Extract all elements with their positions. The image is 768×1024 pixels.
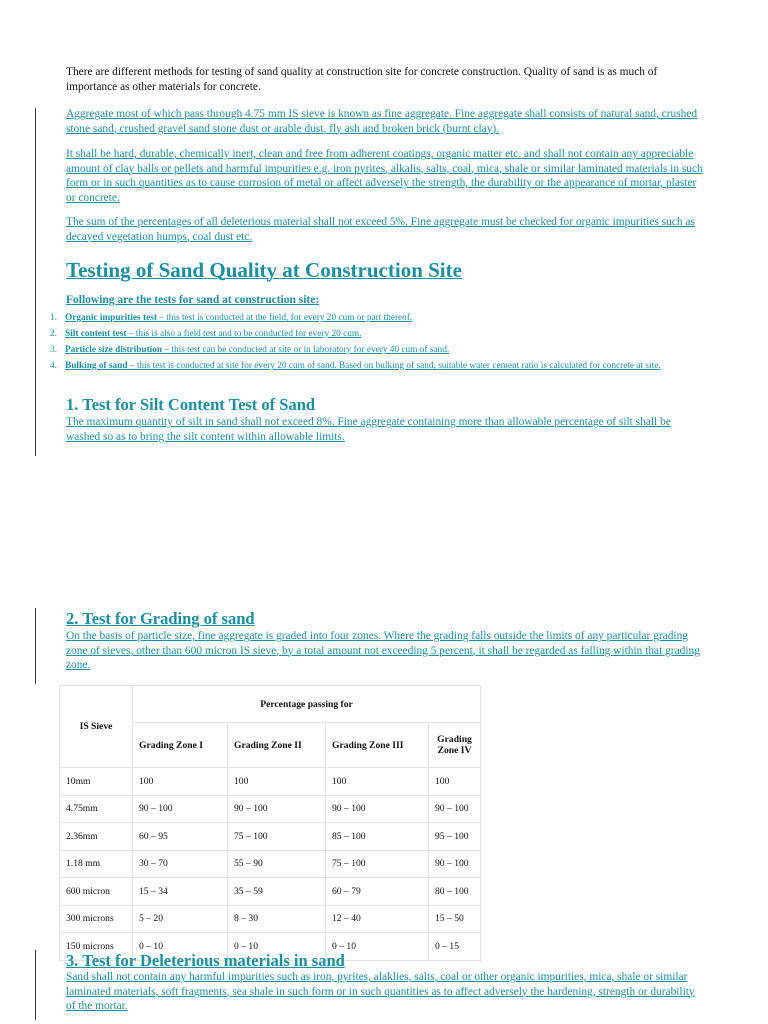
silt-test-paragraph[interactable]: The maximum quantity of silt in sand shall not exceed 8%. Fine aggregate containing more than allowable percentage of silt shall be washed so as to bring the silt content within allowable limits. — [66, 416, 671, 443]
intro-paragraph: There are different methods for testing of sand quality at construction site for concrete construction. Quality of sand is as much of importance as other materials for concrete. — [66, 66, 658, 93]
silt-test-heading: 1. Test for Silt Content Test of Sand — [66, 395, 316, 414]
sieve-cell: 4.75mm — [60, 795, 133, 823]
table-cell: 60 – 95 — [133, 823, 228, 851]
sieve-header: IS Sieve — [60, 686, 133, 768]
table-cell: 100 — [228, 768, 326, 796]
grading-table — [59, 685, 481, 961]
table-row — [60, 795, 481, 823]
table-cell: 0 – 15 — [429, 933, 481, 961]
deleterious-test-heading[interactable]: 3. Test for Deleterious materials in sand — [66, 951, 345, 970]
test-description: – this test is conducted at the field, for every 20 cum or part thereof. — [156, 313, 413, 323]
list-number: 3. — [50, 345, 57, 355]
table-cell: 85 – 100 — [326, 823, 429, 851]
margin-marker — [35, 108, 36, 456]
test-name: Bulking of sand — [65, 361, 128, 371]
tests-list — [40, 312, 712, 376]
zone-header: Grading Zone III — [326, 723, 429, 768]
table-cell: 100 — [326, 768, 429, 796]
table-cell: 80 – 100 — [429, 878, 481, 906]
margin-marker — [35, 950, 36, 1020]
grading-test-heading[interactable]: 2. Test for Grading of sand — [66, 609, 255, 628]
table-row — [60, 823, 481, 851]
table-cell: 30 – 70 — [133, 850, 228, 878]
table-cell: 5 – 20 — [133, 905, 228, 933]
list-number: 2. — [50, 329, 57, 339]
fine-aggregate-paragraph[interactable]: Aggregate most of which pass through 4.75 mm IS sieve is known as fine aggregate. Fine aggregate shall consists of natural sand, crushed stone sand, crushed gravel sand stone dust or arable dust, fly ash and broken brick (burnt clay). — [66, 108, 698, 135]
sieve-cell: 300 microns — [60, 905, 133, 933]
table-cell: 15 – 34 — [133, 878, 228, 906]
table-cell: 90 – 100 — [228, 795, 326, 823]
margin-marker — [35, 608, 36, 684]
percentage-header: Percentage passing for — [133, 686, 481, 723]
table-row — [60, 850, 481, 878]
table-cell: 90 – 100 — [133, 795, 228, 823]
list-item[interactable] — [40, 360, 712, 373]
table-cell: 55 – 90 — [228, 850, 326, 878]
list-item[interactable] — [40, 328, 712, 341]
test-description: – this is also a field test and to be conducted for every 20 cum. — [126, 329, 362, 339]
sieve-cell: 10mm — [60, 768, 133, 796]
grading-test-paragraph[interactable]: On the basis of particle size, fine aggregate is graded into four zones. Where the grading falls outside the limits of any particular grading zone of sieves, other than 600 micron IS sieve, by a total amount not exceeding 5 percent, it shall be regarded as falling within that grading zone. — [66, 630, 700, 671]
test-description: – this test can be conducted at site or in laboratory for every 40 cum of sand. — [162, 345, 450, 355]
table-cell: 90 – 100 — [326, 795, 429, 823]
zone-header: Grading Zone IV — [429, 723, 481, 768]
list-number: 1. — [50, 313, 57, 323]
sieve-cell: 150 microns — [60, 933, 133, 961]
table-cell: 90 – 100 — [429, 795, 481, 823]
table-cell: 95 – 100 — [429, 823, 481, 851]
table-cell: 90 – 100 — [429, 850, 481, 878]
sieve-cell: 600 micron — [60, 878, 133, 906]
table-cell: 100 — [133, 768, 228, 796]
table-cell: 15 – 50 — [429, 905, 481, 933]
deleterious-limit-paragraph[interactable]: The sum of the percentages of all deleterious material shall not exceed 5%. Fine aggregate must be checked for organic impurities such as decayed vegetation humps, coal dust etc. — [66, 216, 695, 243]
sieve-cell: 2.36mm — [60, 823, 133, 851]
test-name: Particle size distribution — [65, 345, 163, 355]
tests-intro[interactable]: Following are the tests for sand at construction site: — [66, 294, 320, 306]
table-row — [60, 905, 481, 933]
list-item[interactable] — [40, 344, 712, 357]
table-cell: 12 – 40 — [326, 905, 429, 933]
table-cell: 0 – 10 — [326, 933, 429, 961]
table-cell: 75 – 100 — [228, 823, 326, 851]
zone-header: Grading Zone I — [133, 723, 228, 768]
list-number: 4. — [50, 361, 57, 371]
table-cell: 0 – 10 — [228, 933, 326, 961]
table-cell: 0 – 10 — [133, 933, 228, 961]
list-item[interactable] — [40, 312, 712, 325]
table-cell: 60 – 79 — [326, 878, 429, 906]
requirements-paragraph[interactable]: It shall be hard, durable, chemically inert, clean and free from adherent coatings, organic matter etc. and shall not contain any appreciable amount of clay balls or pellets and harmful impurities e.g. iron pyrites, alkalis, salts, coal, mica, shale or similar laminated materials in such form or in such quantities as to cause corrosion of metal or affect adversely the strength, the durability or the appearance of mortar, plaster or concrete. — [66, 148, 703, 204]
main-heading[interactable]: Testing of Sand Quality at Construction Site — [66, 258, 462, 282]
table-cell: 35 – 59 — [228, 878, 326, 906]
table-row — [60, 768, 481, 796]
sieve-cell: 1.18 mm — [60, 850, 133, 878]
test-description: – this test is conducted at site for every 20 cum of sand. Based on bulking of sand, suitable water cement ratio is calculated for concrete at site. — [127, 361, 661, 371]
test-name: Organic impurities test — [65, 313, 157, 323]
table-cell: 100 — [429, 768, 481, 796]
test-name: Silt content test — [65, 329, 127, 339]
table-row — [60, 878, 481, 906]
table-cell: 8 – 30 — [228, 905, 326, 933]
deleterious-test-paragraph[interactable]: Sand shall not contain any harmful impurities such as iron, pyrites, alaklies, salts, coal or other organic impurities, mica, shale or similar laminated materials, soft fragments, sea shale in such form or in such quantities as to affect adversely the hardening, strength or durability of the mortar. — [66, 971, 695, 1012]
table-cell: 75 – 100 — [326, 850, 429, 878]
zone-header: Grading Zone II — [228, 723, 326, 768]
